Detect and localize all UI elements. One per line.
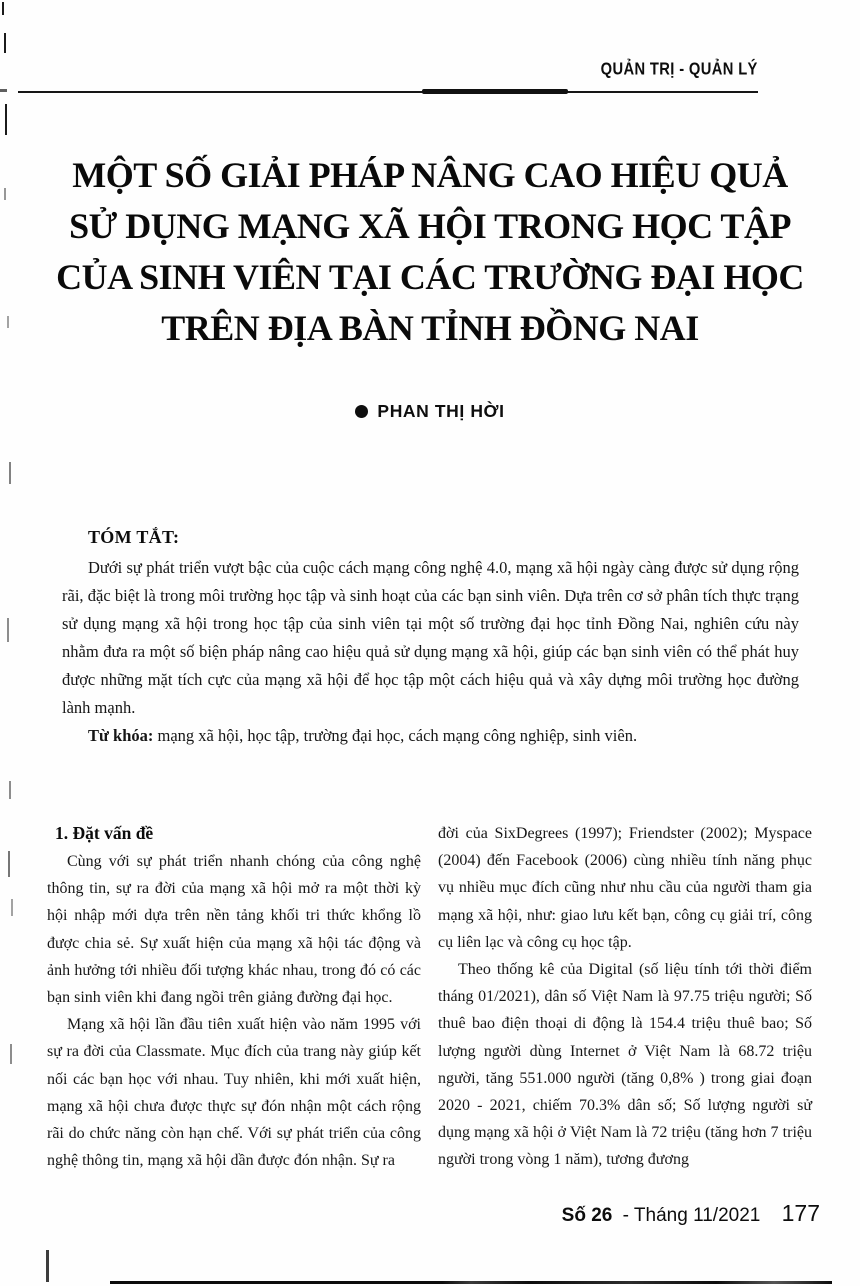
- abstract-text: Dưới sự phát triển vượt bậc của cuộc cách mạng công nghệ 4.0, mạng xã hội ngày càng được sử dụng rộng rãi, đặc biệt là trong môi trường học tập và sinh hoạt của các bạn sinh viên. Dựa trên cơ sở phân tích thực trạng sử dụng mạng xã hội trong học tập của sinh viên tại một số trường đại học tỉnh Đồng Nai, nghiên cứu này nhằm đưa ra một số biện pháp nâng cao hiệu quả sử dụng mạng xã hội, giúp các bạn sinh viên có thể phát huy được những mặt tích cực của mạng xã hội để học tập một cách hiệu quả và xây dựng môi trường học đường lành mạnh.: [62, 558, 799, 717]
- header-rule-ink-blot: [422, 89, 568, 94]
- scan-page-edge: [110, 1281, 832, 1284]
- article-title-line: SỬ DỤNG MẠNG XÃ HỘI TRONG HỌC TẬP: [69, 206, 791, 246]
- section-1-heading: 1. Đặt vấn đề: [55, 823, 154, 843]
- scan-artifact: [2, 2, 4, 15]
- journal-section-label: QUẢN TRỊ - QUẢN LÝ: [600, 60, 758, 80]
- header-rule: [18, 91, 758, 93]
- right-column: [438, 820, 812, 1174]
- left-column: [47, 820, 421, 1174]
- scan-artifact: [46, 1250, 49, 1282]
- body-paragraph: Theo thống kê của Digital (số liệu tính tới thời điểm tháng 01/2021), dân số Việt Nam là 97.75 triệu người; Số thuê bao điện thoại di động là 154.4 triệu thuê bao; Số lượng người dùng Internet ở Việt Nam là 68.72 triệu người, tăng 551.000 người (tăng 0,8% ) trong giai đoạn 2020 - 2021, chiếm 70.3% dân số; Số lượng người sử dụng mạng xã hội ở Việt Nam là 72 triệu (tăng hơn 7 triệu người trong vòng 1 năm), tương đương: [438, 961, 812, 1169]
- article-title-line: MỘT SỐ GIẢI PHÁP NÂNG CAO HIỆU QUẢ: [72, 155, 788, 195]
- page-footer: [562, 1200, 820, 1227]
- scan-artifact: [8, 851, 10, 877]
- keywords-text: mạng xã hội, học tập, trường đại học, cách mạng công nghiệp, sinh viên.: [153, 726, 638, 745]
- article-title-line: TRÊN ĐỊA BÀN TỈNH ĐỒNG NAI: [161, 308, 699, 348]
- footer-issue-number: Số 26: [561, 1205, 613, 1226]
- body-paragraph: Mạng xã hội lần đầu tiên xuất hiện vào năm 1995 với sự ra đời của Classmate. Mục đích của trang này giúp kết nối các bạn học với nhau. Tuy nhiên, khi mới xuất hiện, mạng xã hội chưa được thực sự đón nhận một cách rộng rãi do chức năng còn hạn chế. Với sự phát triển của công nghệ thông tin, mạng xã hội dần được đón nhận. Sự ra: [47, 1016, 421, 1170]
- author-bullet-icon: [355, 405, 368, 418]
- scan-artifact: [11, 899, 13, 916]
- scan-artifact: [10, 1044, 12, 1064]
- author-name: PHAN THỊ HỜI: [377, 401, 505, 421]
- article-title-line: CỦA SINH VIÊN TẠI CÁC TRƯỜNG ĐẠI HỌC: [56, 257, 804, 297]
- body-paragraph-continuation: đời của SixDegrees (1997); Friendster (2002); Myspace (2004) đến Facebook (2006) cùng nhiều tính năng phục vụ nhiều mục đích cũng như nhu cầu của người tham gia mạng xã hội, như: giao lưu kết bạn, công cụ giải trí, công cụ liên lạc và công cụ học tập.: [438, 825, 812, 951]
- scan-artifact: [0, 89, 7, 92]
- scan-artifact: [7, 618, 9, 642]
- scan-artifact: [9, 781, 11, 799]
- article-title: [0, 150, 860, 354]
- keywords-line: [62, 722, 799, 750]
- scan-artifact: [5, 104, 7, 135]
- footer-page-number: 177: [781, 1200, 820, 1226]
- scan-artifact: [9, 462, 11, 484]
- abstract-heading: TÓM TẮT:: [88, 527, 180, 547]
- abstract-section: [62, 527, 799, 750]
- body-columns: [47, 820, 813, 1174]
- body-paragraph: Cùng với sự phát triển nhanh chóng của công nghệ thông tin, sự ra đời của mạng xã hội mở ra một thời kỳ hội nhập mới dựa trên nền tảng khối tri thức khổng lồ được chia sẻ. Sự xuất hiện của mạng xã hội tác động và ảnh hưởng tới nhiều đối tượng khác nhau, trong đó có các bạn sinh viên khi đang ngồi trên giảng đường đại học.: [47, 853, 421, 1007]
- author-line: [0, 401, 860, 422]
- footer-issue-date: - Tháng 11/2021: [622, 1205, 761, 1226]
- keywords-label: Từ khóa:: [88, 726, 154, 745]
- scan-artifact: [4, 33, 6, 53]
